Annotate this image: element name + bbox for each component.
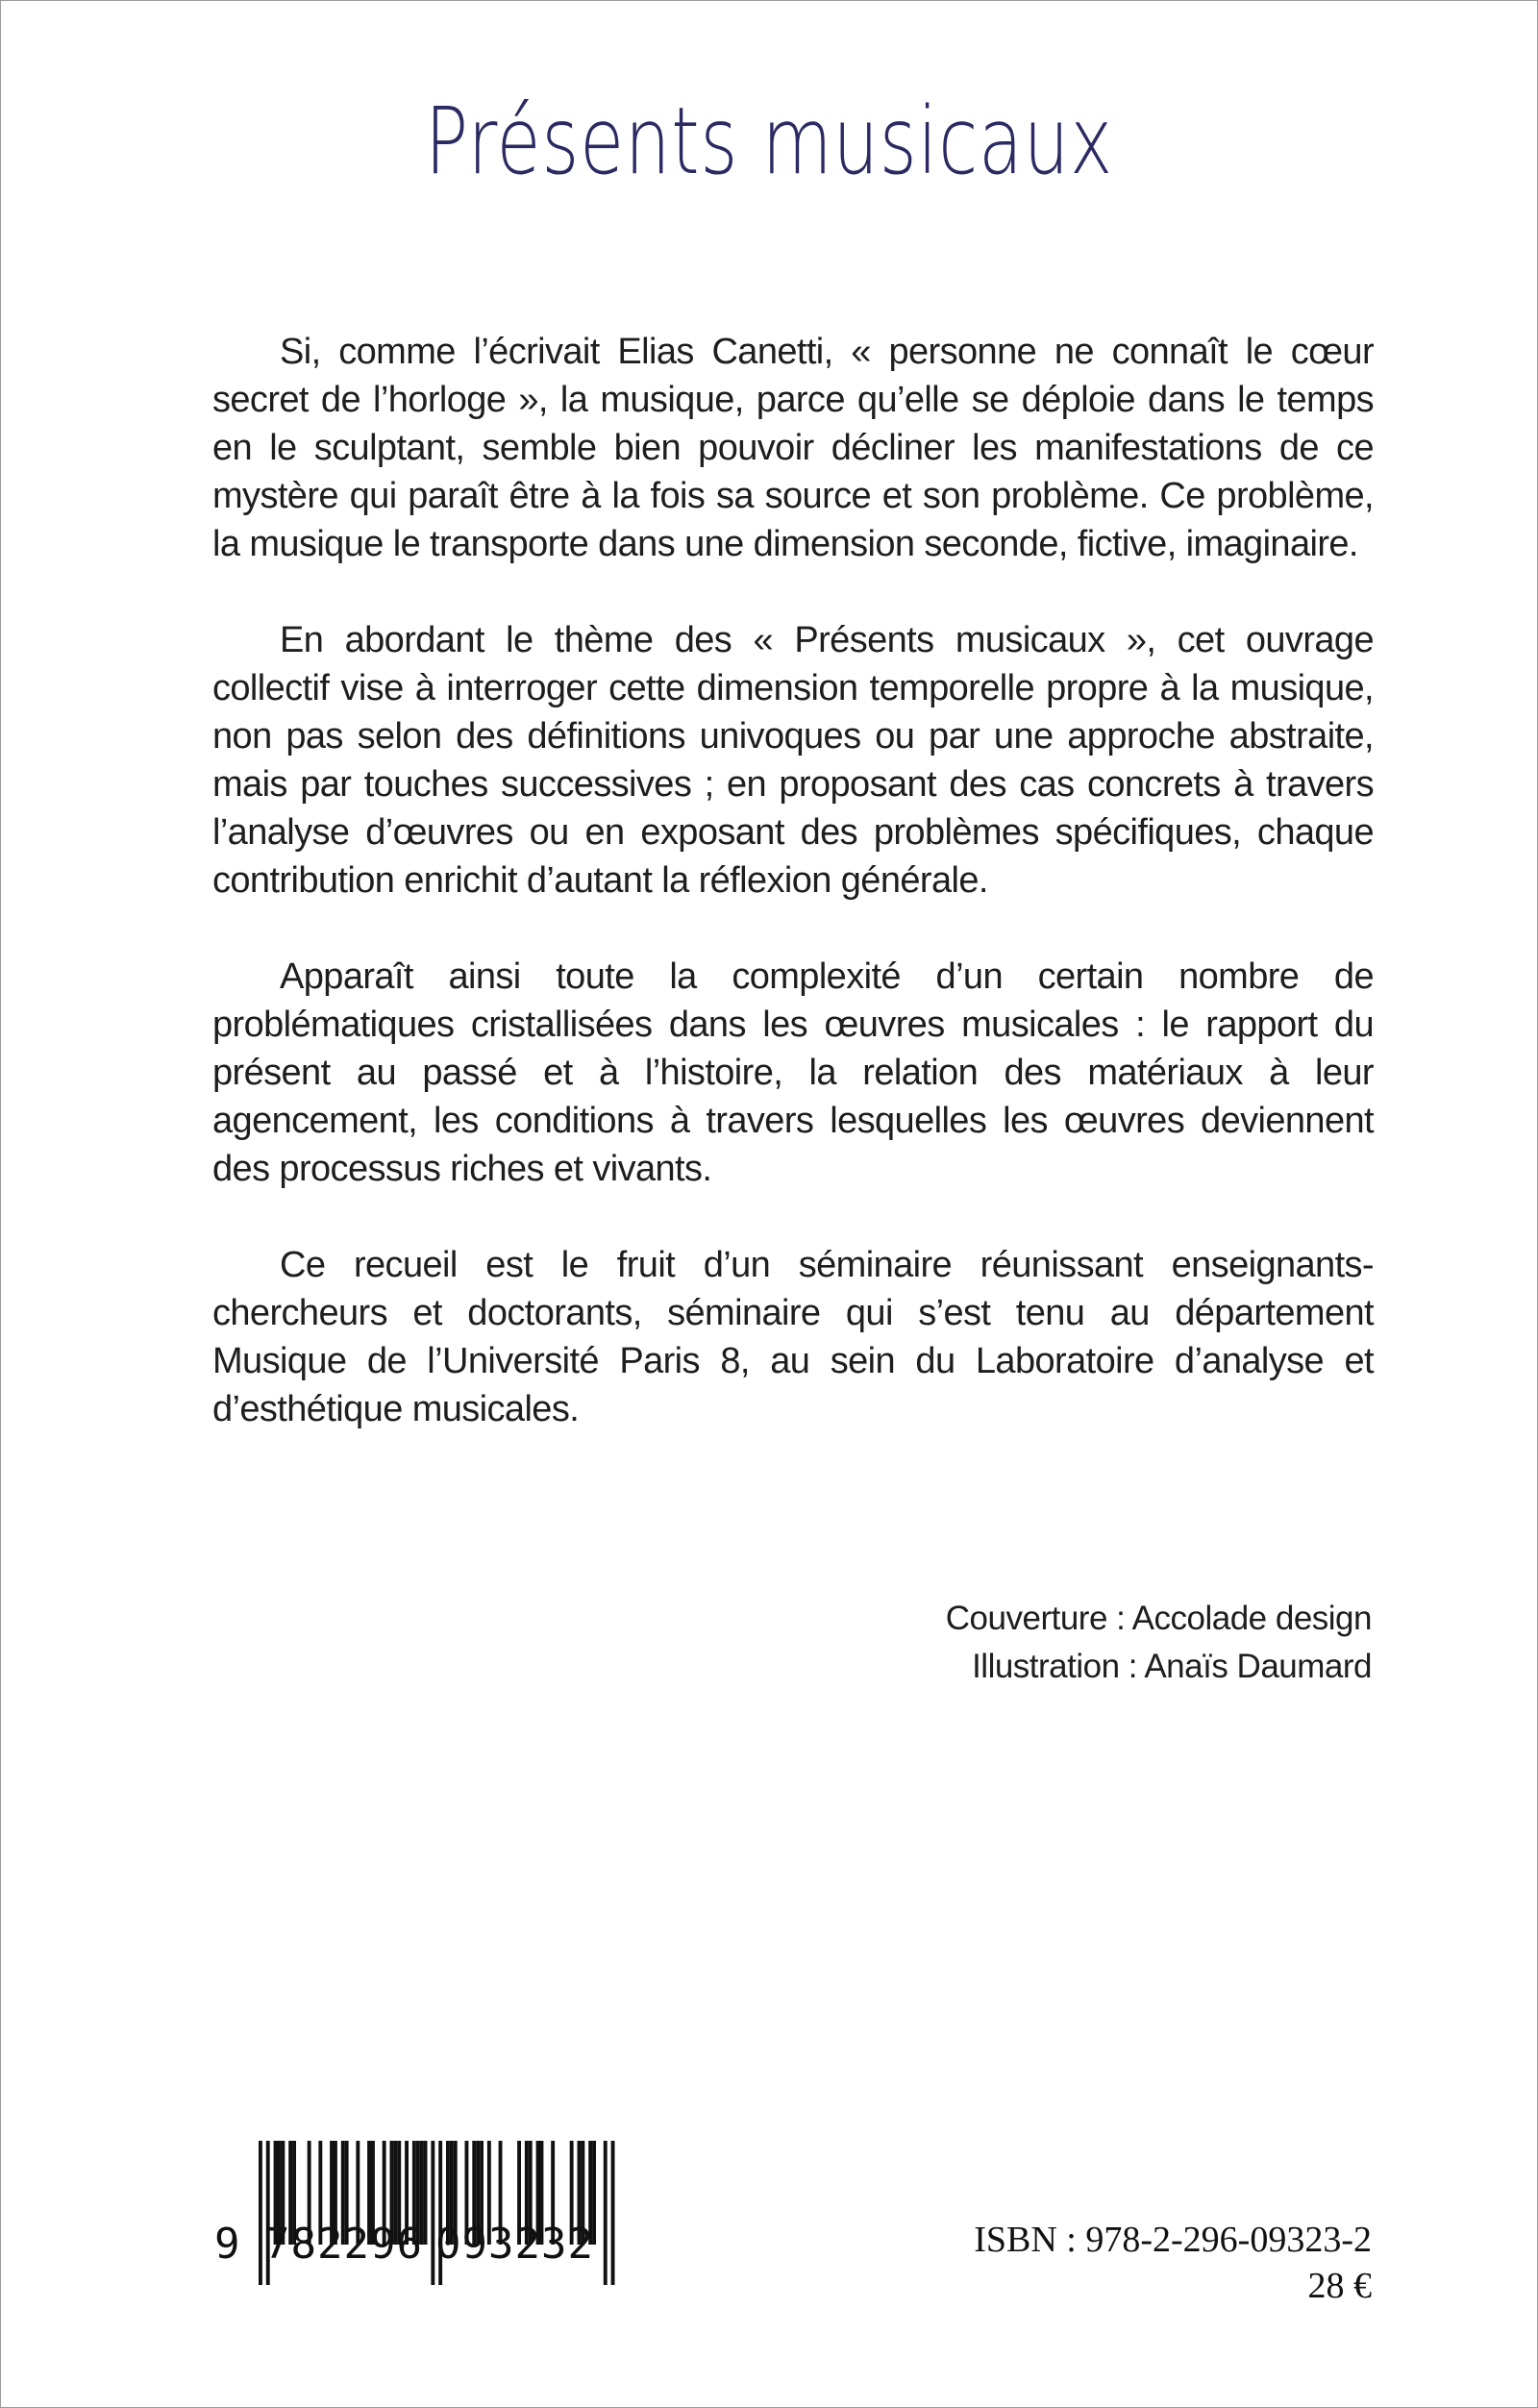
blurb-paragraph-4: Ce recueil est le fruit d’un séminaire réunissant enseignants-chercheurs et doctorants, séminaire qui s’est tenu au département Musique de l’Université Paris 8, au sein du Laboratoire d’analyse et d’esthétique musicales. (212, 1245, 1374, 1429)
barcode-bar (259, 2141, 262, 2285)
blurb-paragraph-1: Si, comme l’écrivait Elias Canetti, « personne ne connaît le cœur secret de l’horloge », la musique, parce qu’elle se déploie dans le temps en le sculptant, semble bien pouvoir décliner les manifestations de ce mystère qui paraît être à la fois sa source et son problème. Ce problème, la musique le transporte dans une dimension seconde, fictive, imaginaire. (212, 332, 1374, 564)
barcode-bar (424, 2141, 428, 2245)
illustration-credit: Illustration : Anaïs Daumard (972, 1648, 1372, 1685)
cover-credit: Couverture : Accolade design (945, 1600, 1372, 1637)
barcode-bar (431, 2141, 434, 2285)
barcode-right-group: 093232 (435, 2220, 594, 2269)
credits (946, 1595, 1372, 1691)
isbn: ISBN : 978-2-296-09323-2 (974, 2220, 1372, 2260)
price: 28 € (1307, 2266, 1372, 2306)
barcode-left-group: 782296 (264, 2220, 423, 2269)
blurb-paragraph-3: Apparaît ainsi toute la complexité d’un certain nombre de problématiques cristallisées dans les œuvres musicales : le rapport du présent au passé et à l’histoire, la relation des matériaux à leur agencement, les conditions à travers lesquelles les œuvres deviennent des processus riches et vivants. (212, 956, 1374, 1189)
barcode-bar (611, 2141, 615, 2285)
isbn-block (974, 2217, 1372, 2309)
book-title: Présents musicaux (424, 87, 1114, 195)
blurb-paragraph-2: En abordant le thème des « Présents musicaux », cet ouvrage collectif vise à interroger cette dimension temporelle propre à la musique, non pas selon des définitions univoques ou par une approche abstraite, mais par touches successives ; en proposant des cas concrets à travers l’analyse d’œuvres ou en exposant des problèmes spécifiques, chaque contribution enrichit d’autant la réflexion générale. (212, 620, 1374, 901)
blurb (212, 328, 1374, 1481)
barcode-first-digit: 9 (214, 2220, 240, 2269)
barcode-bar (604, 2141, 608, 2285)
